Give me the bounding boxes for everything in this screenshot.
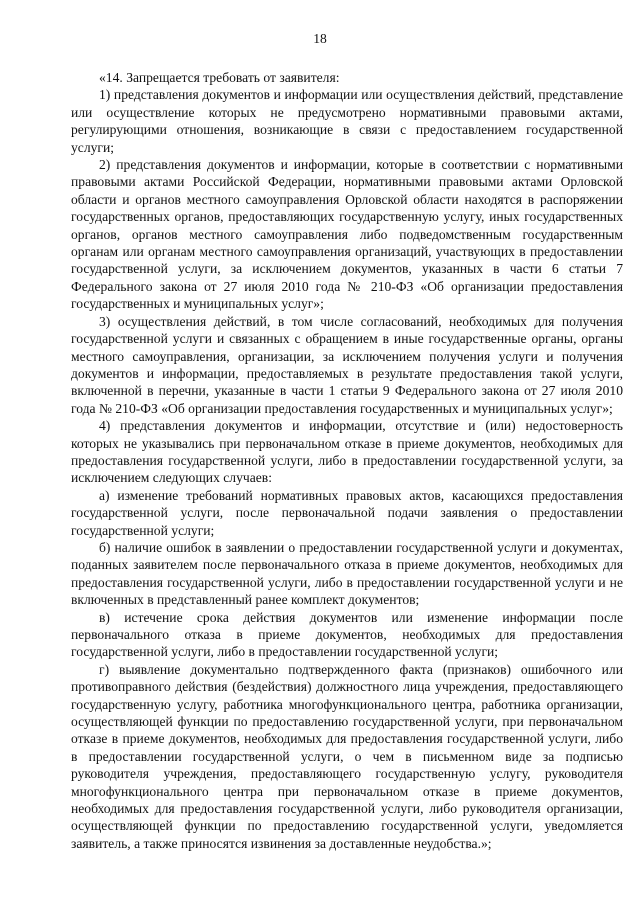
paragraph-subitem-b: б) наличие ошибок в заявлении о предоставлении государственной услуги и документах, поданных заявителем после первоначального отказа в приеме документов, необходимых для предоставления государственной услуги, либо в предоставлении государственной услуги и не включенных в представленный ранее комплект документов; xyxy=(71,539,623,608)
paragraph-item-2: 2) представления документов и информации, которые в соответствии с нормативными правовыми актами Российской Федерации, нормативными правовыми актами Орловской области и органов местного самоуправления Орловской области находятся в распоряжении государственных органов, предоставляющих государственную услугу, иных государственных органов, органов местного самоуправления либо подведомственным государственным органам или органам местного самоуправления организаций, участвующих в предоставлении государственной услуги, за исключением документов, указанных в части 6 статьи 7 Федерального закона от 27 июля 2010 года № 210-ФЗ «Об организации предоставления государственных и муниципальных услуг»; xyxy=(71,157,623,312)
paragraph-subitem-v: в) истечение срока действия документов или изменение информации после первоначального отказа в приеме документов, необходимых для предоставления государственной услуги, либо в предоставлении государственной услуги; xyxy=(71,609,623,660)
page-number: 18 xyxy=(313,31,327,46)
document-body xyxy=(71,69,623,852)
paragraph-intro: «14. Запрещается требовать от заявителя: xyxy=(99,70,340,85)
paragraph-subitem-a: а) изменение требований нормативных правовых актов, касающихся предоставления государственной услуги, после первоначальной подачи заявления о предоставлении государственной услуги; xyxy=(71,487,623,538)
paragraph-item-1: 1) представления документов и информации или осуществления действий, представление или осуществление которых не предусмотрено нормативными правовыми актами, регулирующими отношения, возникающие в связи с предоставлением государственной услуги; xyxy=(71,87,623,155)
paragraph-subitem-g: г) выявление документально подтвержденного факта (признаков) ошибочного или противоправного действия (бездействия) должностного лица учреждения, предоставляющего государственную услугу, работника многофункционального центра, работника организации, осуществляющей функции по предоставлению государственной услуги, при первоначальном отказе в приеме документов, необходимых для предоставления государственной услуги, либо в предоставлении государственной услуги, о чем в письменном виде за подписью руководителя учреждения, предоставляющего государственную услугу, руководителя многофункционального центра при первоначальном отказе в приеме документов, необходимых для предоставления государственной услуги, либо руководителя организации, осуществляющей функции по предоставлению государственной услуги, уведомляется заявитель, а также приносятся извинения за доставленные неудобства.»; xyxy=(71,661,623,851)
paragraph-item-4: 4) представления документов и информации, отсутствие и (или) недостоверность которых не указывались при первоначальном отказе в приеме документов, необходимых для предоставления государственной услуги, либо в предоставлении государственной услуги, за исключением следующих случаев: xyxy=(71,418,623,486)
paragraph-item-3: 3) осуществления действий, в том числе согласований, необходимых для получения государственной услуги и связанных с обращением в иные государственные органы, органы местного самоуправления, организации, за исключением получения услуги и получения документов и информации, предоставляемых в результате предоставления такой услуги, включенной в перечни, указанные в части 1 статьи 9 Федерального закона от 27 июля 2010 года № 210-ФЗ «Об организации предоставления государственных и муниципальных услуг»; xyxy=(71,313,623,416)
